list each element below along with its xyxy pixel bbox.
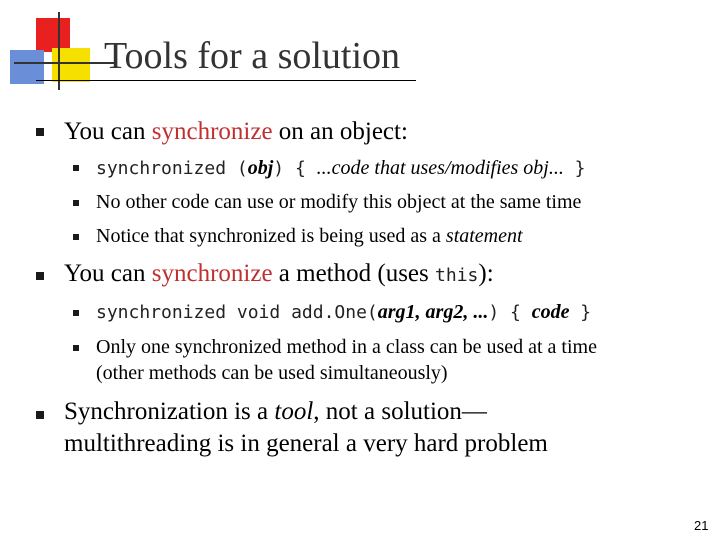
page-number: 21 xyxy=(694,518,709,533)
sub-bullet-sync-method: synchronized void add.One(arg1, arg2, ...) { code } xyxy=(96,301,592,323)
bullet-synchronize-object: You can synchronize on an object: xyxy=(64,118,408,145)
bullet-marker xyxy=(36,411,44,419)
sub-bullet-marker xyxy=(73,234,79,240)
bullet-synchronize-method: You can synchronize a method (uses this): xyxy=(64,260,494,287)
sub-bullet-marker xyxy=(73,345,79,351)
sub-bullet-marker xyxy=(73,310,79,316)
sub-bullet-no-other-code: No other code can use or modify this object at the same time xyxy=(96,191,582,213)
bullet-marker xyxy=(36,128,44,136)
sub-bullet-one-method: Only one synchronized method in a class can be used at a time (other methods can be used simultaneously) xyxy=(96,336,597,384)
bullet-marker xyxy=(36,272,44,280)
slide-logo xyxy=(8,10,118,90)
bullet-synchronization-tool: Synchronization is a tool, not a solution— multithreading is in general a very hard problem xyxy=(64,398,548,457)
title-divider xyxy=(36,80,416,81)
keyword-synchronize: synchronize xyxy=(151,260,273,287)
sub-bullet-statement: Notice that synchronized is being used as a statement xyxy=(96,225,523,247)
keyword-synchronize: synchronize xyxy=(151,118,273,145)
sub-bullet-marker xyxy=(73,200,79,206)
sub-bullet-sync-block: synchronized (obj) { ...code that uses/modifies obj... } xyxy=(96,157,586,179)
sub-bullet-marker xyxy=(73,165,79,171)
slide-title: Tools for a solution xyxy=(104,35,401,77)
